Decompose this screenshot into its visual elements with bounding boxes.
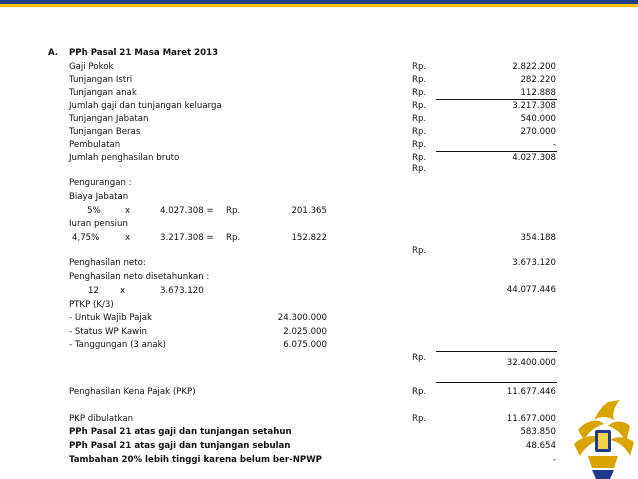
surcharge-label: Tambahan 20% lebih tinggi karena belum ber-NPWP bbox=[69, 455, 322, 465]
ptkp-item-label: - Status WP Kawin bbox=[69, 327, 147, 337]
currency-label: Rp. bbox=[412, 62, 427, 72]
currency-label: Rp. bbox=[412, 246, 427, 256]
net-annual-value: 44.077.446 bbox=[506, 285, 556, 295]
net-value: 3.673.120 bbox=[512, 258, 556, 268]
pkp-label: Penghasilan Kena Pajak (PKP) bbox=[69, 387, 196, 397]
iuran-pensiun-pct: 4,75% bbox=[72, 233, 100, 243]
biaya-jabatan-label: Biaya Jabatan bbox=[69, 192, 129, 202]
annual-tax-label: PPh Pasal 21 atas gaji dan tunjangan setahun bbox=[69, 427, 292, 437]
subtotal-rule bbox=[436, 351, 557, 352]
income-value: - bbox=[552, 140, 556, 150]
currency-label: Rp. bbox=[412, 387, 427, 397]
income-value: 282.220 bbox=[520, 75, 556, 85]
currency-label: Rp. bbox=[412, 75, 427, 85]
net-label: Penghasilan neto: bbox=[69, 258, 146, 268]
income-value: 3.217.308 bbox=[512, 101, 556, 111]
deductions-total: 354.188 bbox=[520, 233, 556, 243]
multiply-sign: x bbox=[125, 206, 131, 216]
pkp-value: 11.677.446 bbox=[506, 387, 556, 397]
top-gold-stripe bbox=[0, 4, 638, 7]
income-value: 112.888 bbox=[520, 88, 556, 98]
subtotal-rule bbox=[436, 151, 557, 152]
currency-label: Rp. bbox=[412, 164, 427, 174]
annual-tax-value: 583.850 bbox=[520, 427, 556, 437]
income-value: 270.000 bbox=[520, 127, 556, 137]
pkp-rounded-value: 11.677.000 bbox=[506, 414, 556, 424]
net-annual-label: Penghasilan neto disetahunkan : bbox=[69, 272, 210, 282]
subtotal-rule bbox=[436, 382, 557, 383]
ptkp-item-value: 24.300.000 bbox=[277, 313, 327, 323]
ptkp-item-value: 2.025.000 bbox=[283, 327, 327, 337]
income-label: Tunjangan anak bbox=[69, 88, 137, 98]
deductions-label: Pengurangan : bbox=[69, 178, 132, 188]
biaya-jabatan-pct: 5% bbox=[87, 206, 101, 216]
income-label: Gaji Pokok bbox=[69, 62, 114, 72]
iuran-pensiun-base: 3.217.308 = bbox=[160, 233, 214, 243]
income-label: Jumlah gaji dan tunjangan keluarga bbox=[69, 101, 222, 111]
currency-label: Rp. bbox=[412, 153, 427, 163]
monthly-tax-value: 48.654 bbox=[525, 441, 556, 451]
currency-label: Rp. bbox=[412, 414, 427, 424]
ptkp-item-value: 6.075.000 bbox=[283, 340, 327, 350]
biaya-jabatan-amount: 201.365 bbox=[291, 206, 327, 216]
income-value: 540.000 bbox=[520, 114, 556, 124]
ptkp-item-label: - Untuk Wajib Pajak bbox=[69, 313, 152, 323]
income-label: Jumlah penghasilan bruto bbox=[69, 153, 180, 163]
iuran-pensiun-amount: 152.822 bbox=[291, 233, 327, 243]
section-letter: A. bbox=[48, 48, 59, 58]
currency-label: Rp. bbox=[226, 233, 241, 243]
biaya-jabatan-base: 4.027.308 = bbox=[160, 206, 214, 216]
ptkp-label: PTKP (K/3) bbox=[69, 300, 114, 310]
multiply-sign: x bbox=[120, 286, 126, 296]
garuda-emblem-icon bbox=[568, 396, 638, 479]
section-title: PPh Pasal 21 Masa Maret 2013 bbox=[69, 48, 219, 58]
currency-label: Rp. bbox=[412, 88, 427, 98]
income-label: Tunjangan Istri bbox=[69, 75, 133, 85]
net-annual-months: 12 bbox=[88, 286, 99, 296]
currency-label: Rp. bbox=[412, 127, 427, 137]
income-label: Tunjangan Jabatan bbox=[69, 114, 149, 124]
income-label: Tunjangan Beras bbox=[69, 127, 141, 137]
iuran-pensiun-label: Iuran pensiun bbox=[69, 219, 128, 229]
currency-label: Rp. bbox=[412, 114, 427, 124]
ptkp-total: 32.400.000 bbox=[506, 358, 556, 368]
income-label: Pembulatan bbox=[69, 140, 121, 150]
subtotal-rule bbox=[436, 99, 557, 100]
multiply-sign: x bbox=[125, 233, 131, 243]
currency-label: Rp. bbox=[412, 353, 427, 363]
net-annual-base: 3.673.120 bbox=[160, 286, 204, 296]
surcharge-value: - bbox=[552, 455, 556, 465]
currency-label: Rp. bbox=[226, 206, 241, 216]
ptkp-item-label: - Tanggungan (3 anak) bbox=[69, 340, 166, 350]
income-value: 2.822.200 bbox=[512, 62, 556, 72]
pkp-rounded-label: PKP dibulatkan bbox=[69, 414, 134, 424]
currency-label: Rp. bbox=[412, 101, 427, 111]
currency-label: Rp. bbox=[412, 140, 427, 150]
income-value: 4.027.308 bbox=[512, 153, 556, 163]
monthly-tax-label: PPh Pasal 21 atas gaji dan tunjangan sebulan bbox=[69, 441, 291, 451]
